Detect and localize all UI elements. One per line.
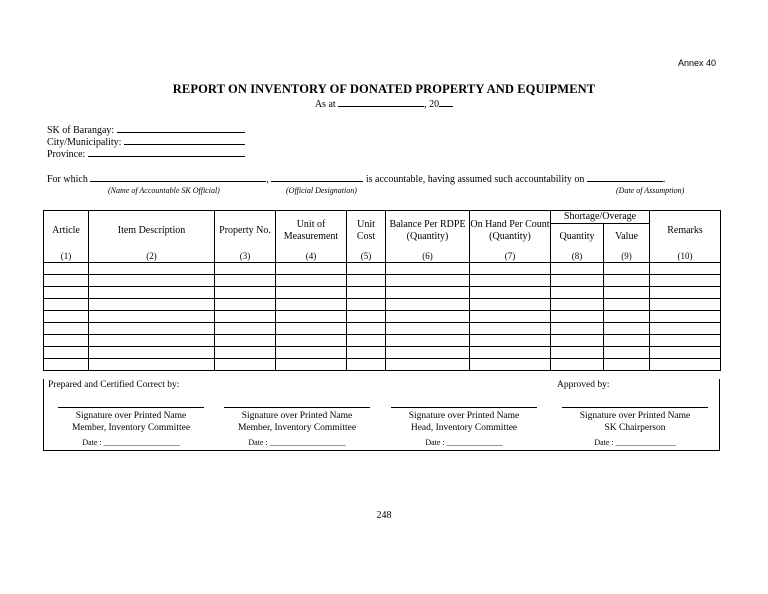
designation-blank[interactable] xyxy=(271,172,363,182)
signature-label: Signature over Printed Name xyxy=(408,411,520,421)
table-cell[interactable] xyxy=(470,263,551,275)
table-cell[interactable] xyxy=(347,275,386,287)
table-cell[interactable] xyxy=(386,359,470,371)
signature-block-4 xyxy=(560,407,710,449)
table-row xyxy=(44,323,721,335)
table-cell[interactable] xyxy=(551,311,604,323)
table-cell[interactable] xyxy=(89,287,215,299)
table-cell[interactable] xyxy=(276,323,347,335)
page-number: 248 xyxy=(376,510,392,521)
header-article: Article xyxy=(44,211,89,251)
table-cell[interactable] xyxy=(604,275,650,287)
prepared-by-label: Prepared and Certified Correct by: xyxy=(48,380,180,390)
caption-designation: (Official Designation) xyxy=(286,186,357,195)
table-cell[interactable] xyxy=(386,287,470,299)
table-row xyxy=(44,287,721,299)
table-cell[interactable] xyxy=(44,275,89,287)
table-cell[interactable] xyxy=(604,323,650,335)
signature-block-3 xyxy=(389,407,539,449)
table-row xyxy=(44,359,721,371)
table-cell[interactable] xyxy=(470,275,551,287)
col-num: (5) xyxy=(347,250,386,263)
table-cell[interactable] xyxy=(650,275,721,287)
table-cell[interactable] xyxy=(215,347,276,359)
sk-barangay-label: SK of Barangay: xyxy=(47,125,115,136)
table-cell[interactable] xyxy=(276,299,347,311)
header-shortage-overage: Shortage/Overage xyxy=(551,211,650,224)
table-cell[interactable] xyxy=(44,359,89,371)
province-blank[interactable] xyxy=(88,147,245,157)
header-unit-measurement: Unit of Measurement xyxy=(276,211,347,251)
table-cell[interactable] xyxy=(386,323,470,335)
table-row xyxy=(44,311,721,323)
table-cell[interactable] xyxy=(44,263,89,275)
signature-date[interactable]: Date : _______________ xyxy=(594,438,676,447)
signature-line[interactable] xyxy=(391,407,537,408)
for-which-label: For which xyxy=(47,174,88,185)
table-cell[interactable] xyxy=(215,299,276,311)
as-at-date-blank[interactable] xyxy=(338,97,424,107)
table-cell[interactable] xyxy=(650,299,721,311)
table-cell[interactable] xyxy=(89,311,215,323)
signature-role: SK Chairperson xyxy=(604,423,666,433)
table-cell[interactable] xyxy=(650,311,721,323)
table-cell[interactable] xyxy=(276,287,347,299)
table-cell[interactable] xyxy=(604,311,650,323)
signature-line[interactable] xyxy=(58,407,204,408)
table-cell[interactable] xyxy=(215,263,276,275)
signature-role: Member, Inventory Committee xyxy=(71,423,191,433)
table-cell[interactable] xyxy=(470,299,551,311)
signature-block-1 xyxy=(56,407,206,449)
table-cell[interactable] xyxy=(470,335,551,347)
province-label: Province: xyxy=(47,149,86,160)
table-cell[interactable] xyxy=(551,263,604,275)
table-cell[interactable] xyxy=(470,311,551,323)
table-cell[interactable] xyxy=(604,263,650,275)
col-num: (3) xyxy=(215,250,276,263)
table-cell[interactable] xyxy=(551,347,604,359)
table-row xyxy=(44,299,721,311)
period: . xyxy=(662,174,666,185)
table-cell[interactable] xyxy=(89,335,215,347)
table-row xyxy=(44,335,721,347)
signature-date[interactable]: Date : ______________ xyxy=(425,438,503,447)
table-cell[interactable] xyxy=(551,359,604,371)
table-row xyxy=(44,275,721,287)
signature-label: Signature over Printed Name xyxy=(241,411,353,421)
table-cell[interactable] xyxy=(44,287,89,299)
table-cell[interactable] xyxy=(470,347,551,359)
table-cell[interactable] xyxy=(276,335,347,347)
table-cell[interactable] xyxy=(89,323,215,335)
table-cell[interactable] xyxy=(276,347,347,359)
table-cell[interactable] xyxy=(215,287,276,299)
as-at-prefix: As at xyxy=(314,99,336,110)
table-cell[interactable] xyxy=(470,359,551,371)
header-item-description: Item Description xyxy=(89,211,215,251)
comma: , xyxy=(266,174,269,185)
table-cell[interactable] xyxy=(650,323,721,335)
signature-date[interactable]: Date : ___________________ xyxy=(82,438,180,447)
sk-barangay-blank[interactable] xyxy=(117,123,245,133)
table-row xyxy=(44,347,721,359)
table-cell[interactable] xyxy=(551,323,604,335)
col-num: (7) xyxy=(470,250,551,263)
signature-label: Signature over Printed Name xyxy=(75,411,187,421)
accountability-text: is accountable, having assumed such accountability on xyxy=(365,174,585,185)
table-cell[interactable] xyxy=(650,335,721,347)
signature-block-2 xyxy=(222,407,372,449)
table-cell[interactable] xyxy=(347,311,386,323)
table-cell[interactable] xyxy=(386,311,470,323)
table-cell[interactable] xyxy=(89,359,215,371)
table-cell[interactable] xyxy=(604,347,650,359)
official-name-blank[interactable] xyxy=(90,172,266,182)
header-balance: Balance Per RDPE (Quantity) xyxy=(386,211,470,251)
table-cell[interactable] xyxy=(347,287,386,299)
col-num: (1) xyxy=(44,250,89,263)
table-cell[interactable] xyxy=(551,335,604,347)
table-cell[interactable] xyxy=(551,299,604,311)
table-cell[interactable] xyxy=(347,359,386,371)
city-blank[interactable] xyxy=(124,135,245,145)
signature-footer xyxy=(43,379,720,451)
table-cell[interactable] xyxy=(44,335,89,347)
signature-line[interactable] xyxy=(224,407,370,408)
as-at-line xyxy=(0,97,768,110)
table-cell[interactable] xyxy=(551,275,604,287)
table-cell[interactable] xyxy=(215,335,276,347)
city-label: City/Municipality: xyxy=(47,137,122,148)
table-cell[interactable] xyxy=(44,323,89,335)
table-cell[interactable] xyxy=(276,275,347,287)
table-cell[interactable] xyxy=(347,299,386,311)
data-rows xyxy=(44,263,721,371)
annex-label: Annex 40 xyxy=(678,58,717,68)
table-cell[interactable] xyxy=(276,359,347,371)
table-cell[interactable] xyxy=(276,311,347,323)
assumption-date-blank[interactable] xyxy=(587,172,663,182)
table-cell[interactable] xyxy=(604,359,650,371)
table-cell[interactable] xyxy=(470,287,551,299)
table-cell[interactable] xyxy=(89,347,215,359)
table-cell[interactable] xyxy=(89,263,215,275)
caption-date: (Date of Assumption) xyxy=(616,186,685,195)
col-num: (10) xyxy=(650,250,721,263)
table-cell[interactable] xyxy=(276,263,347,275)
table-cell[interactable] xyxy=(604,335,650,347)
table-cell[interactable] xyxy=(386,275,470,287)
table-cell[interactable] xyxy=(386,347,470,359)
table-cell[interactable] xyxy=(347,335,386,347)
table-cell[interactable] xyxy=(386,263,470,275)
table-cell[interactable] xyxy=(215,275,276,287)
table-cell[interactable] xyxy=(347,347,386,359)
col-num: (2) xyxy=(89,250,215,263)
table-cell[interactable] xyxy=(347,323,386,335)
table-cell[interactable] xyxy=(650,287,721,299)
header-quantity: Quantity xyxy=(551,224,604,251)
table-cell[interactable] xyxy=(386,335,470,347)
col-num: (6) xyxy=(386,250,470,263)
table-cell[interactable] xyxy=(215,323,276,335)
table-cell[interactable] xyxy=(215,359,276,371)
header-property-no: Property No. xyxy=(215,211,276,251)
header-remarks: Remarks xyxy=(650,211,721,251)
table-cell[interactable] xyxy=(215,311,276,323)
table-cell[interactable] xyxy=(347,263,386,275)
as-at-year-blank[interactable] xyxy=(439,97,453,107)
header-on-hand: On Hand Per Count (Quantity) xyxy=(470,211,551,251)
inventory-table xyxy=(43,210,721,371)
header-unit-cost: Unit Cost xyxy=(347,211,386,251)
table-cell[interactable] xyxy=(44,347,89,359)
table-cell[interactable] xyxy=(650,359,721,371)
report-title: REPORT ON INVENTORY OF DONATED PROPERTY AND EQUIPMENT xyxy=(172,82,596,96)
signature-role: Head, Inventory Committee xyxy=(410,423,518,433)
table-cell[interactable] xyxy=(551,287,604,299)
table-cell[interactable] xyxy=(89,299,215,311)
col-num: (9) xyxy=(604,250,650,263)
table-cell[interactable] xyxy=(44,299,89,311)
column-number-row xyxy=(44,250,721,263)
table-cell[interactable] xyxy=(386,299,470,311)
as-at-year: , 20 xyxy=(424,99,440,110)
caption-name: (Name of Accountable SK Official) xyxy=(108,186,220,195)
signature-date[interactable]: Date : ___________________ xyxy=(248,438,346,447)
approved-by-label: Approved by: xyxy=(557,380,610,390)
col-num: (8) xyxy=(551,250,604,263)
province-field xyxy=(47,147,245,161)
table-cell[interactable] xyxy=(604,299,650,311)
accountability-line xyxy=(47,172,665,185)
table-cell[interactable] xyxy=(650,347,721,359)
table-cell[interactable] xyxy=(89,275,215,287)
signature-role: Member, Inventory Committee xyxy=(237,423,357,433)
col-num: (4) xyxy=(276,250,347,263)
table-cell[interactable] xyxy=(470,323,551,335)
header-value: Value xyxy=(604,224,650,251)
table-row xyxy=(44,263,721,275)
signature-label: Signature over Printed Name xyxy=(579,411,691,421)
table-cell[interactable] xyxy=(650,263,721,275)
table-cell[interactable] xyxy=(44,311,89,323)
signature-line[interactable] xyxy=(562,407,708,408)
table-cell[interactable] xyxy=(604,287,650,299)
